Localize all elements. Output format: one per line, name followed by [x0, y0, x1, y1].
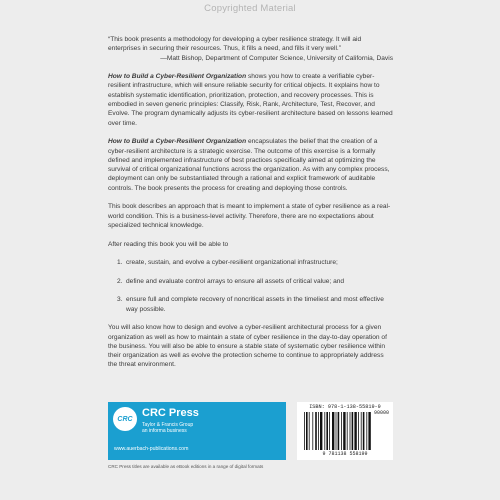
list-item: [117, 277, 393, 286]
list-item-number: 1.: [117, 259, 123, 267]
list-item-text: define and evaluate control arrays to ensure all assets of critical value; and: [126, 277, 345, 285]
publisher-subtitle: [142, 422, 193, 434]
publisher-group: Taylor & Francis Group: [142, 422, 194, 428]
list-intro: After reading this book you will be able to: [108, 240, 229, 248]
publisher-logo-block: [108, 402, 286, 460]
list-item-text: ensure full and complete recovery of noncritical assets in the timeliest and most effective way possible.: [126, 296, 384, 313]
isbn-barcode-block: [297, 402, 393, 460]
publisher-name: CRC Press: [142, 407, 199, 419]
paragraph-1-text: shows you how to create a verifiable cyber-resilient infrastructure, which will ensure reliable security for critical objects. It explains how to establish systematic identification, prioritization, protection, and recovery processes. This is embodied in seven generic principles: Classify, Risk, Rank, Architecture, Test, Recover, and Evolve. The program dynamically adjusts its cyber-resilient architecture based on lessons learned over time.: [108, 73, 393, 127]
book-title-lead: How to Build a Cyber-Resilient Organization: [108, 138, 247, 146]
list-item-number: 3.: [117, 296, 123, 304]
list-item-number: 2.: [117, 277, 123, 285]
isbn-digits: 9 781138 558199: [322, 451, 368, 457]
description-paragraph-3: This book describes an approach that is meant to implement a state of cyber resilience as a real-world condition. This is a business-level activity. Therefore, there are no expectations about specialized technical knowledge.: [108, 203, 391, 229]
crc-logo-icon: CRC: [113, 407, 137, 431]
copyright-watermark: Copyrighted Material: [204, 3, 296, 14]
endorsement-quote: “This book presents a methodology for developing a cyber resilience strategy. It will aid enterprises in securing their resources. Thus, it fills a need, and fills it very well.”: [108, 36, 362, 53]
barcode-icon: [303, 412, 387, 450]
paragraph-2-text: encapsulates the belief that the creation of a cyber-resilient architecture is a strategic exercise. The outcome of this exercise is a formally defined and implemented infrastructure of best practices specifically aimed at optimizing the survival of critical organizational functions across the organization. As with any complex process, deployment can only be substantiated through a rational and explicit framework of auditable controls. The book presents the process for creating and deploying those controls.: [108, 138, 390, 192]
book-title-lead: How to Build a Cyber-Resilient Organization: [108, 73, 247, 81]
description-paragraph-2: [108, 137, 393, 193]
list-item-text: create, sustain, and evolve a cyber-resilient organizational infrastructure;: [126, 259, 338, 267]
list-item: [117, 258, 393, 267]
list-item: [117, 295, 393, 314]
description-paragraph-4: You will also know how to design and evolve a cyber-resilient architectural process for a given organization as well as how to maintain a state of cyber resilience in the day-to-day operation of the business. You will also be able to ensure a stable state of systematic cyber resilience within their organization as well as evolve the protection scheme to continue to appropriately address the threat environment.: [108, 324, 387, 369]
price-code: 90000: [373, 410, 389, 416]
description-paragraph-1: [108, 72, 393, 128]
cover-footer: [108, 402, 393, 460]
publisher-tagline: an informa business: [142, 428, 187, 434]
cover-text: [108, 35, 393, 379]
outcomes-list: [108, 258, 393, 314]
isbn-label: ISBN: 978-1-138-55819-9: [309, 404, 381, 410]
publisher-url: www.auerbach-publications.com: [114, 446, 189, 452]
endorsement-attribution: —Matt Bishop, Department of Computer Science, University of California, Davis: [160, 54, 393, 62]
ebook-availability-note: CRC Press titles are available as eBook editions in a range of digital formats: [108, 464, 264, 469]
